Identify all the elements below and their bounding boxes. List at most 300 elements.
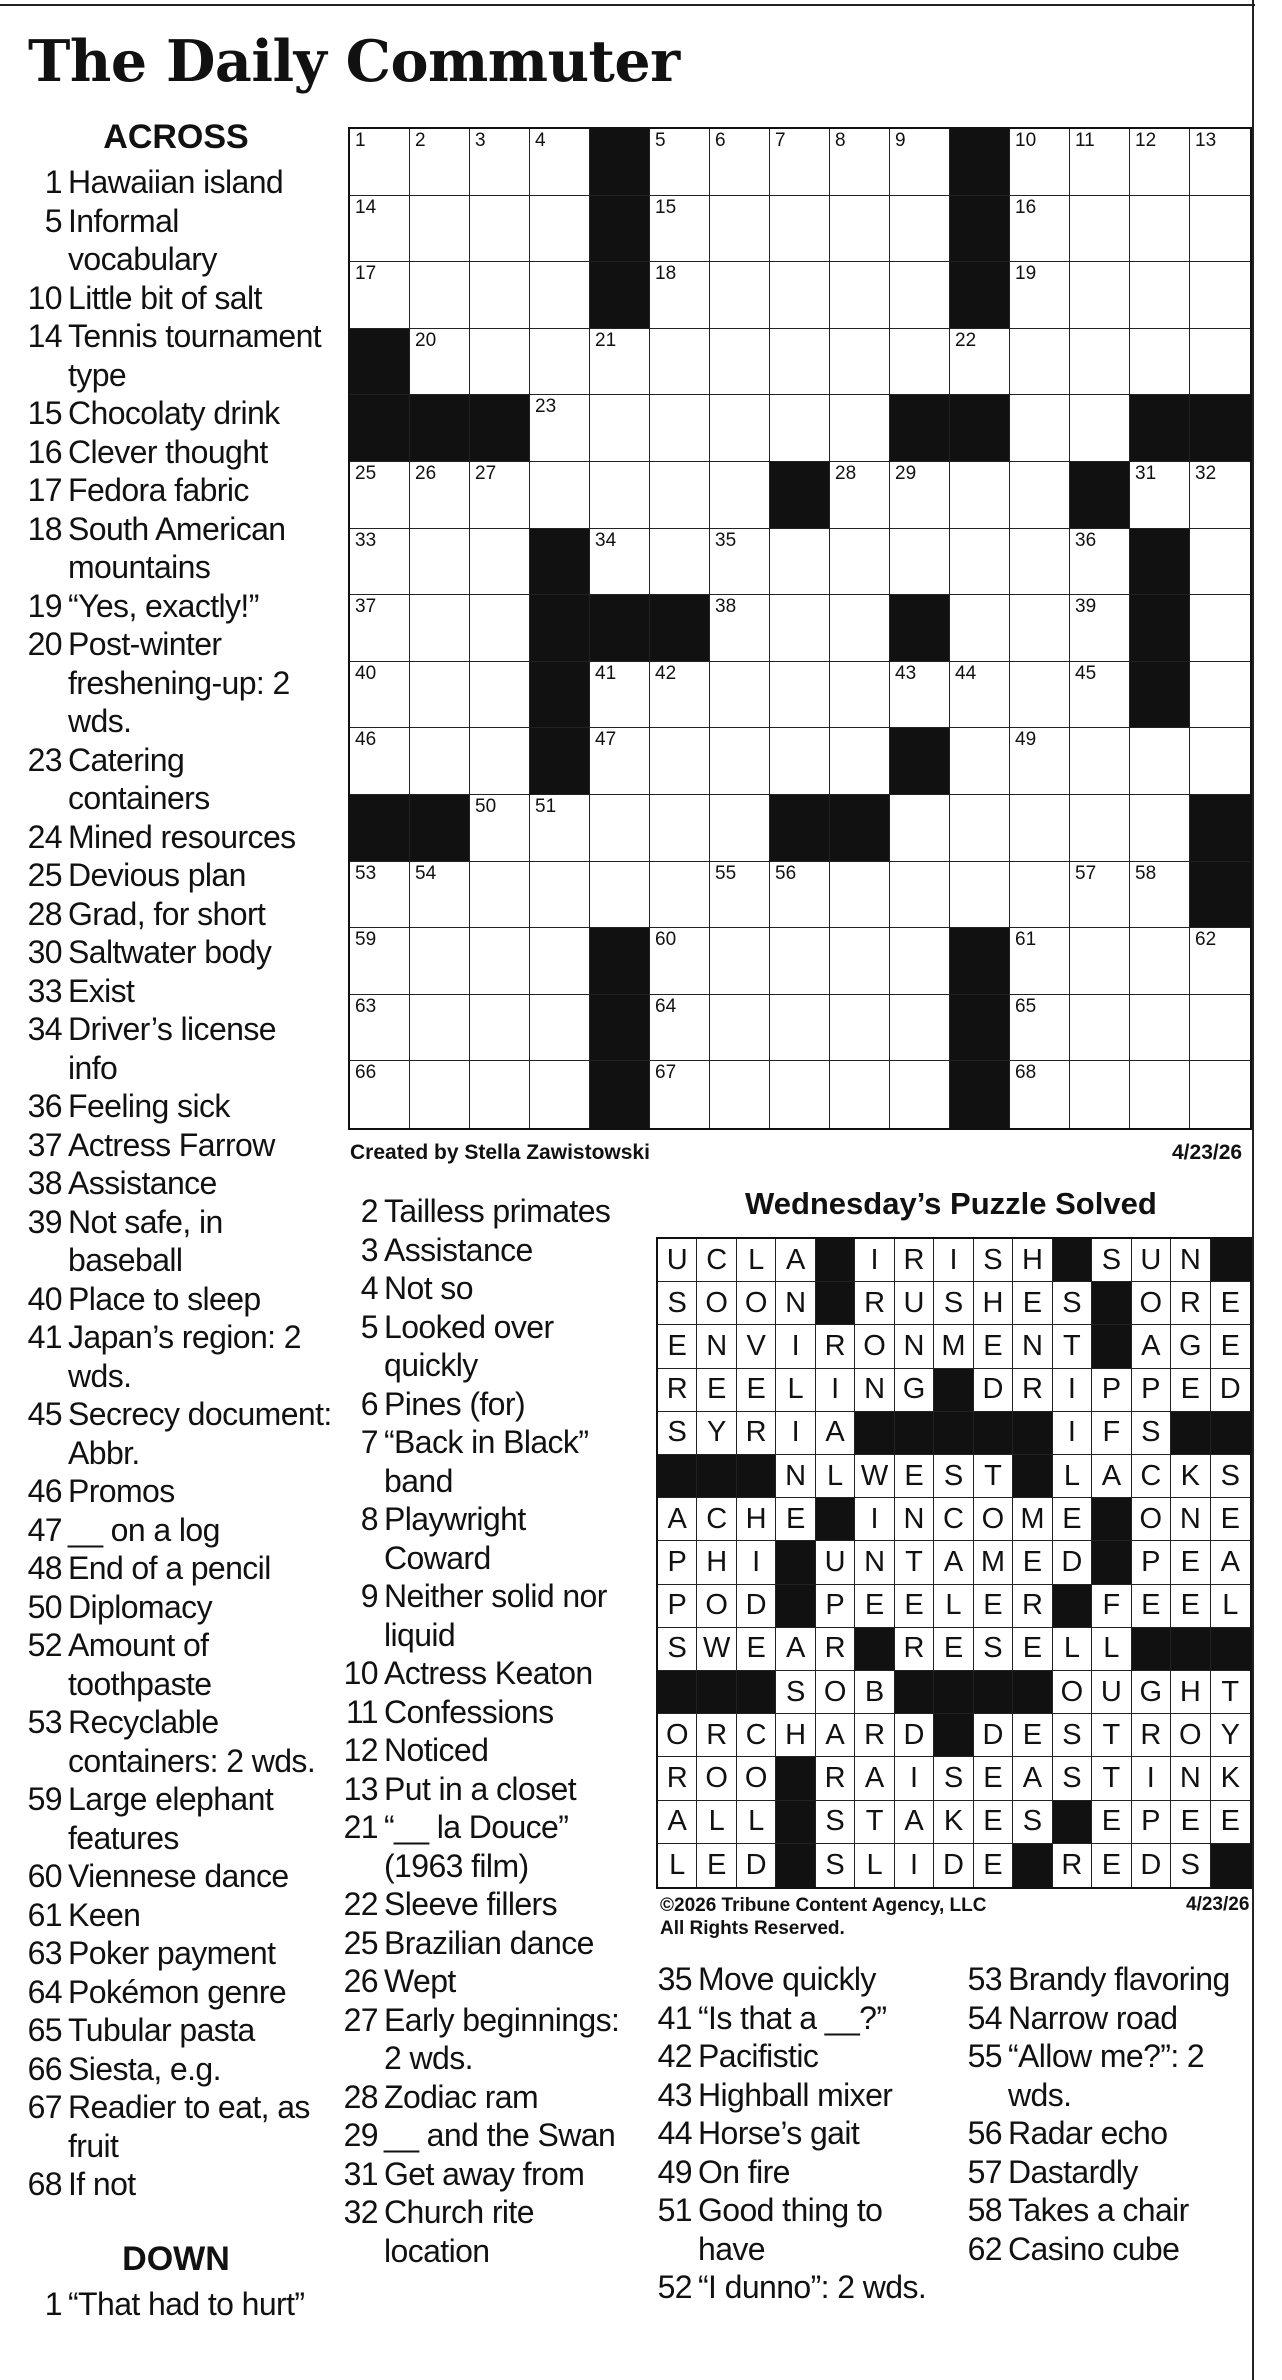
grid-cell[interactable] (650, 728, 710, 795)
solved-letter: I (910, 1761, 919, 1794)
grid-cell[interactable] (1070, 595, 1130, 662)
solved-cell (934, 1585, 973, 1628)
grid-cell[interactable] (530, 196, 590, 263)
solved-cell (1013, 1282, 1052, 1325)
grid-cell[interactable] (650, 862, 710, 929)
grid-cell[interactable] (590, 329, 650, 396)
grid-cell[interactable] (950, 462, 1010, 529)
grid-cell[interactable] (830, 1061, 890, 1128)
clue-text: Feeling sick (68, 1088, 230, 1124)
solved-cell (1013, 1369, 1052, 1412)
grid-cell[interactable] (530, 1061, 590, 1128)
clue-number: 22 (343, 1886, 378, 1922)
solved-letter: Y (707, 1416, 727, 1449)
grid-cell[interactable] (590, 529, 650, 596)
solved-cell (934, 1757, 973, 1800)
grid-cell[interactable] (1190, 1061, 1250, 1128)
solved-letter: E (1022, 1286, 1043, 1319)
grid-cell[interactable] (1010, 329, 1070, 396)
grid-cell[interactable] (350, 728, 410, 795)
grid-cell[interactable] (470, 262, 530, 329)
solved-cell (1171, 1239, 1210, 1282)
clue-item (20, 1164, 332, 1203)
grid-cell[interactable] (710, 262, 770, 329)
grid-cell[interactable] (470, 995, 530, 1062)
grid-cell[interactable] (1130, 462, 1190, 529)
solved-cell (1053, 1671, 1092, 1714)
solved-block (1092, 1325, 1131, 1368)
grid-cell[interactable] (650, 395, 710, 462)
solved-cell (1053, 1498, 1092, 1541)
grid-cell[interactable] (590, 462, 650, 529)
grid-cell[interactable] (470, 1061, 530, 1128)
grid-cell[interactable] (1190, 995, 1250, 1062)
clue-item (336, 2116, 624, 2155)
grid-cell[interactable] (470, 728, 530, 795)
clue-text: Catering containers (68, 741, 210, 816)
clue-text: “Is that a __?” (698, 1999, 887, 2036)
grid-cell[interactable] (1070, 262, 1130, 329)
grid-cell[interactable] (770, 129, 830, 196)
grid-cell[interactable] (1130, 928, 1190, 995)
grid-cell[interactable] (530, 995, 590, 1062)
grid-cell[interactable] (590, 795, 650, 862)
grid-cell[interactable] (950, 529, 1010, 596)
grid-block (950, 196, 1010, 263)
clue-item (20, 394, 332, 433)
solved-cell (737, 1714, 776, 1757)
grid-block (950, 395, 1010, 462)
grid-cell[interactable] (410, 728, 470, 795)
clue-number: 38 (27, 1165, 62, 1201)
solved-cell (1211, 1498, 1250, 1541)
solved-cell (1013, 1541, 1052, 1584)
grid-cell[interactable] (890, 862, 950, 929)
grid-cell[interactable] (650, 529, 710, 596)
clue-number: 61 (27, 1896, 62, 1933)
grid-cell[interactable] (710, 995, 770, 1062)
solved-letter: S (667, 1632, 687, 1665)
crossword-grid[interactable] (348, 127, 1252, 1130)
clue-item (958, 2230, 1248, 2269)
grid-cell[interactable] (830, 862, 890, 929)
grid-cell[interactable] (650, 129, 710, 196)
grid-cell[interactable] (890, 662, 950, 729)
clue-text: South American mountains (68, 510, 286, 585)
grid-block (530, 529, 590, 596)
clue-item (20, 1549, 332, 1588)
grid-cell[interactable] (710, 595, 770, 662)
grid-cell[interactable] (410, 1061, 470, 1128)
grid-block (590, 1061, 650, 1128)
grid-cell[interactable] (350, 196, 410, 263)
grid-cell[interactable] (770, 262, 830, 329)
grid-cell[interactable] (830, 329, 890, 396)
grid-cell[interactable] (1070, 728, 1130, 795)
grid-cell[interactable] (470, 795, 530, 862)
solved-letter: S (943, 1761, 964, 1794)
grid-cell[interactable] (1070, 995, 1130, 1062)
grid-cell[interactable] (890, 462, 950, 529)
clue-text: Tubular pasta (68, 2012, 255, 2048)
grid-cell[interactable] (350, 529, 410, 596)
grid-cell[interactable] (830, 462, 890, 529)
solved-cell (934, 1844, 973, 1887)
grid-cell[interactable] (1070, 1061, 1130, 1128)
clue-number: 57 (967, 2153, 1002, 2190)
clue-number: 31 (343, 2155, 378, 2192)
grid-cell[interactable] (890, 928, 950, 995)
clue-item (20, 1626, 332, 1703)
grid-cell[interactable] (710, 662, 770, 729)
grid-cell[interactable] (530, 395, 590, 462)
grid-cell[interactable] (530, 462, 590, 529)
grid-cell[interactable] (410, 462, 470, 529)
grid-cell[interactable] (1190, 262, 1250, 329)
solved-block (974, 1671, 1013, 1714)
grid-cell[interactable] (770, 196, 830, 263)
grid-cell[interactable] (410, 662, 470, 729)
grid-cell[interactable] (530, 262, 590, 329)
grid-cell[interactable] (1190, 928, 1250, 995)
grid-cell[interactable] (710, 862, 770, 929)
grid-cell[interactable] (950, 329, 1010, 396)
solved-block (1211, 1412, 1250, 1455)
grid-cell[interactable] (470, 595, 530, 662)
cell-number: 21 (595, 329, 617, 351)
solved-letter: E (1180, 1589, 1200, 1622)
clue-text: Horse’s gait (698, 2115, 860, 2151)
grid-cell[interactable] (410, 329, 470, 396)
grid-cell[interactable] (950, 728, 1010, 795)
grid-cell[interactable] (1070, 928, 1130, 995)
solved-cell (934, 1541, 973, 1584)
solved-letter: G (902, 1373, 926, 1406)
clue-number: 41 (657, 1999, 692, 2036)
solved-letter: B (864, 1675, 885, 1708)
clue-item (20, 471, 332, 510)
grid-block (530, 662, 590, 729)
grid-cell[interactable] (890, 995, 950, 1062)
solved-cell (1132, 1498, 1171, 1541)
grid-cell[interactable] (1070, 196, 1130, 263)
grid-cell[interactable] (350, 662, 410, 729)
grid-cell[interactable] (950, 795, 1010, 862)
grid-cell[interactable] (1010, 129, 1070, 196)
grid-cell[interactable] (530, 795, 590, 862)
grid-cell[interactable] (1130, 728, 1190, 795)
solved-block (816, 1282, 855, 1325)
grid-cell[interactable] (470, 462, 530, 529)
grid-cell[interactable] (1130, 262, 1190, 329)
grid-cell[interactable] (470, 129, 530, 196)
clue-number: 28 (343, 2078, 378, 2115)
grid-cell[interactable] (890, 1061, 950, 1128)
grid-cell[interactable] (650, 329, 710, 396)
solved-letter: E (1220, 1502, 1240, 1535)
grid-cell[interactable] (710, 329, 770, 396)
solved-letter: W (860, 1459, 889, 1492)
clue-text: Devious plan (68, 857, 246, 893)
grid-cell[interactable] (770, 662, 830, 729)
solved-cell (1132, 1801, 1171, 1844)
grid-cell[interactable] (650, 1061, 710, 1128)
grid-cell[interactable] (770, 728, 830, 795)
grid-cell[interactable] (650, 995, 710, 1062)
grid-cell[interactable] (1190, 728, 1250, 795)
cell-number: 56 (775, 862, 797, 884)
grid-cell[interactable] (770, 395, 830, 462)
grid-cell[interactable] (830, 529, 890, 596)
solved-cell (697, 1325, 736, 1368)
grid-cell[interactable] (1190, 196, 1250, 263)
clue-item (20, 2165, 332, 2204)
clue-number: 29 (343, 2117, 378, 2153)
grid-cell[interactable] (1010, 196, 1070, 263)
solved-block (697, 1455, 736, 1498)
solved-cell (776, 1455, 815, 1498)
grid-cell[interactable] (830, 928, 890, 995)
solved-letter: L (669, 1848, 686, 1881)
grid-cell[interactable] (710, 196, 770, 263)
solved-cell (737, 1801, 776, 1844)
grid-cell[interactable] (650, 196, 710, 263)
solved-letter: N (1021, 1329, 1043, 1362)
grid-cell[interactable] (830, 196, 890, 263)
grid-block (590, 595, 650, 662)
solved-cell (1092, 1801, 1131, 1844)
solved-letter: L (748, 1805, 765, 1838)
solved-letter: A (785, 1632, 806, 1665)
clue-item (336, 1731, 624, 1770)
grid-cell[interactable] (1070, 529, 1130, 596)
clue-text: “Allow me?”: 2 wds. (1008, 2038, 1205, 2113)
cell-number: 8 (835, 130, 846, 151)
solved-cell (855, 1325, 894, 1368)
solved-letter: E (983, 1589, 1003, 1622)
grid-cell[interactable] (710, 395, 770, 462)
grid-cell[interactable] (350, 595, 410, 662)
solved-cell (697, 1498, 736, 1541)
grid-cell[interactable] (1190, 129, 1250, 196)
solved-cell (658, 1714, 697, 1757)
grid-cell[interactable] (710, 928, 770, 995)
grid-cell[interactable] (650, 928, 710, 995)
grid-cell[interactable] (1070, 862, 1130, 929)
grid-cell[interactable] (350, 262, 410, 329)
solved-cell (737, 1369, 776, 1412)
grid-cell[interactable] (1130, 196, 1190, 263)
solved-letter: D (982, 1718, 1004, 1751)
grid-cell[interactable] (1010, 662, 1070, 729)
grid-cell[interactable] (1190, 595, 1250, 662)
grid-cell[interactable] (710, 529, 770, 596)
grid-cell[interactable] (770, 595, 830, 662)
solved-letter: W (703, 1632, 731, 1665)
clue-item (20, 1010, 332, 1087)
solved-letter: E (983, 1329, 1003, 1362)
grid-cell[interactable] (410, 995, 470, 1062)
clue-text: Keen (68, 1896, 141, 1933)
cell-number: 54 (415, 862, 437, 884)
solved-cell (895, 1325, 934, 1368)
solved-cell (1053, 1455, 1092, 1498)
clue-item (336, 1500, 624, 1577)
grid-cell[interactable] (1010, 262, 1070, 329)
solved-letter: A (943, 1545, 964, 1578)
grid-cell[interactable] (470, 662, 530, 729)
grid-cell[interactable] (1130, 1061, 1190, 1128)
grid-cell[interactable] (410, 196, 470, 263)
grid-cell[interactable] (530, 129, 590, 196)
grid-cell[interactable] (770, 1061, 830, 1128)
clue-text: Looked over quickly (384, 1308, 554, 1383)
grid-cell[interactable] (470, 196, 530, 263)
grid-cell[interactable] (830, 995, 890, 1062)
solved-letter: S (825, 1848, 845, 1881)
solved-cell (1132, 1369, 1171, 1412)
clue-text: Dastardly (1008, 2153, 1138, 2190)
solved-letter: N (706, 1329, 728, 1362)
grid-cell[interactable] (830, 662, 890, 729)
grid-cell[interactable] (1010, 928, 1070, 995)
solved-block (776, 1757, 815, 1800)
grid-cell[interactable] (350, 1061, 410, 1128)
solved-cell (1053, 1541, 1092, 1584)
grid-cell[interactable] (770, 995, 830, 1062)
grid-cell[interactable] (1190, 662, 1250, 729)
grid-cell[interactable] (1010, 795, 1070, 862)
grid-cell[interactable] (770, 529, 830, 596)
grid-cell[interactable] (1130, 795, 1190, 862)
down-clue-list-start (20, 2285, 332, 2324)
grid-cell[interactable] (530, 862, 590, 929)
grid-cell[interactable] (350, 462, 410, 529)
grid-cell[interactable] (470, 928, 530, 995)
grid-cell[interactable] (650, 262, 710, 329)
grid-cell[interactable] (530, 928, 590, 995)
grid-cell[interactable] (1010, 995, 1070, 1062)
solved-cell (1092, 1369, 1131, 1412)
puzzle-date: 4/23/26 (1172, 1141, 1243, 1164)
grid-cell[interactable] (830, 262, 890, 329)
grid-cell[interactable] (1190, 462, 1250, 529)
solved-letter: O (705, 1286, 728, 1319)
grid-cell[interactable] (1070, 795, 1130, 862)
grid-cell[interactable] (830, 595, 890, 662)
clue-number: 20 (27, 626, 62, 662)
grid-cell[interactable] (1010, 862, 1070, 929)
solved-cell (697, 1801, 736, 1844)
grid-cell[interactable] (890, 196, 950, 263)
grid-cell[interactable] (350, 995, 410, 1062)
grid-cell[interactable] (470, 529, 530, 596)
solved-letter: S (1141, 1416, 1161, 1449)
grid-cell[interactable] (410, 129, 470, 196)
clue-item (20, 856, 332, 895)
grid-cell[interactable] (350, 129, 410, 196)
clue-item (20, 1780, 332, 1857)
grid-cell[interactable] (830, 395, 890, 462)
grid-cell[interactable] (770, 862, 830, 929)
grid-block (1190, 862, 1250, 929)
grid-cell[interactable] (470, 862, 530, 929)
grid-cell[interactable] (410, 928, 470, 995)
grid-cell[interactable] (890, 129, 950, 196)
grid-cell[interactable] (650, 662, 710, 729)
grid-cell[interactable] (590, 862, 650, 929)
cell-number: 33 (355, 529, 377, 551)
grid-cell[interactable] (470, 329, 530, 396)
grid-cell[interactable] (530, 329, 590, 396)
grid-cell[interactable] (410, 595, 470, 662)
grid-cell[interactable] (710, 795, 770, 862)
grid-cell[interactable] (710, 462, 770, 529)
grid-cell[interactable] (1010, 595, 1070, 662)
clue-item (336, 1423, 624, 1500)
grid-cell[interactable] (590, 662, 650, 729)
grid-cell[interactable] (950, 862, 1010, 929)
grid-cell[interactable] (890, 529, 950, 596)
grid-cell[interactable] (1070, 662, 1130, 729)
grid-cell[interactable] (710, 728, 770, 795)
grid-cell[interactable] (1130, 129, 1190, 196)
grid-cell[interactable] (950, 595, 1010, 662)
grid-cell[interactable] (1130, 862, 1190, 929)
grid-cell[interactable] (1070, 329, 1130, 396)
solved-letter: A (785, 1243, 806, 1276)
grid-cell[interactable] (1010, 395, 1070, 462)
grid-cell[interactable] (590, 395, 650, 462)
grid-cell[interactable] (410, 529, 470, 596)
clue-number: 54 (967, 1999, 1002, 2036)
clue-item (336, 1654, 624, 1693)
grid-cell[interactable] (1010, 1061, 1070, 1128)
grid-cell[interactable] (1190, 529, 1250, 596)
grid-cell[interactable] (650, 795, 710, 862)
grid-cell[interactable] (710, 129, 770, 196)
grid-cell[interactable] (770, 329, 830, 396)
grid-cell[interactable] (590, 728, 650, 795)
solved-letter: C (706, 1502, 728, 1535)
grid-cell[interactable] (950, 662, 1010, 729)
grid-cell[interactable] (890, 795, 950, 862)
grid-cell[interactable] (770, 928, 830, 995)
grid-cell[interactable] (1070, 395, 1130, 462)
grid-cell[interactable] (410, 262, 470, 329)
grid-cell[interactable] (350, 862, 410, 929)
solved-cell (974, 1541, 1013, 1584)
grid-cell[interactable] (1130, 329, 1190, 396)
grid-cell[interactable] (710, 1061, 770, 1128)
grid-cell[interactable] (410, 862, 470, 929)
grid-cell[interactable] (350, 928, 410, 995)
grid-cell[interactable] (1130, 995, 1190, 1062)
grid-cell[interactable] (1010, 462, 1070, 529)
grid-cell[interactable] (650, 462, 710, 529)
grid-cell[interactable] (1010, 728, 1070, 795)
grid-cell[interactable] (1070, 129, 1130, 196)
cell-number: 15 (655, 196, 677, 218)
solved-letter: R (1021, 1589, 1043, 1622)
grid-cell[interactable] (1190, 329, 1250, 396)
grid-cell[interactable] (830, 728, 890, 795)
grid-cell[interactable] (890, 329, 950, 396)
grid-cell[interactable] (830, 129, 890, 196)
grid-cell[interactable] (890, 262, 950, 329)
solved-cell (1211, 1714, 1250, 1757)
grid-cell[interactable] (1010, 529, 1070, 596)
